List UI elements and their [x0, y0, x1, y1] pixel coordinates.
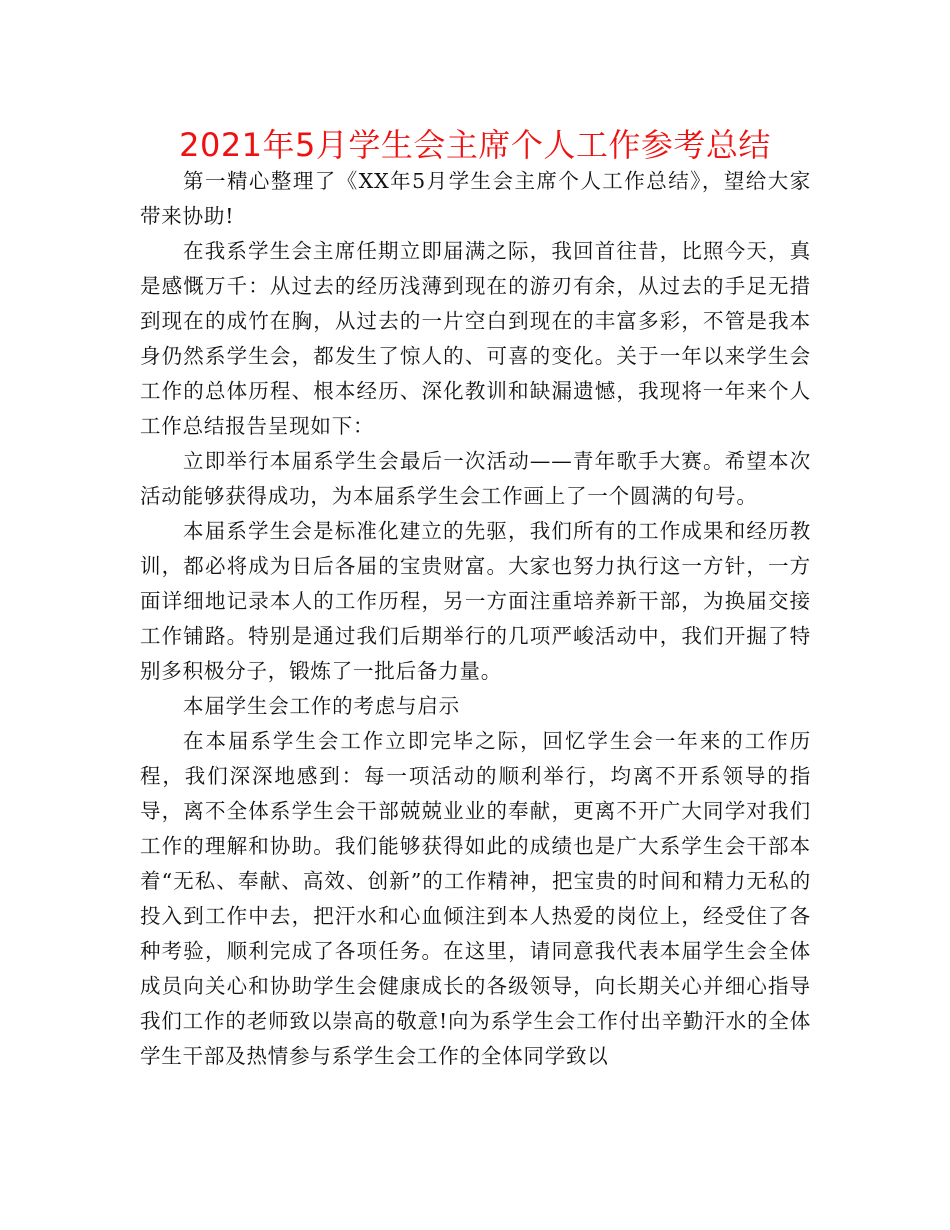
document-body: [140, 164, 811, 1074]
paragraph-intro: 第一精心整理了《XX年5月学生会主席个人工作总结》，望给大家带来协助!: [140, 169, 811, 228]
paragraph-overview: 在我系学生会主席任期立即届满之际，我回首往昔，比照今天，真是感慨万千：从过去的经历浅薄到现在的游刃有余，从过去的手足无措到现在的成竹在胸，从过去的一片空白到现在的丰富多彩，不管是我本身仍然系学生会，都发生了惊人的、可喜的变化。关于一年以来学生会工作的总体历程、根本经历、深化教训和缺漏遗憾，我现将一年来个人工作总结报告呈现如下：: [140, 239, 811, 438]
paragraph-standardization: 本届系学生会是标准化建立的先驱，我们所有的工作成果和经历教训，都必将成为日后各届的宝贵财富。大家也努力执行这一方针，一方面详细地记录本人的工作历程，另一方面注重培养新干部，为换届交接工作铺路。特别是通过我们后期举行的几项严峻活动中，我们开掘了特别多积极分子，锻炼了一批后备力量。: [140, 519, 811, 683]
paragraph-final-activity: 立即举行本届系学生会最后一次活动——青年歌手大赛。希望本次活动能够获得成功，为本届系学生会工作画上了一个圆满的句号。: [140, 449, 811, 508]
section-heading-reflections: 本届学生会工作的考虑与启示: [183, 694, 460, 718]
paragraph-reflections: 在本届系学生会工作立即完毕之际，回忆学生会一年来的工作历程，我们深深地感到：每一项活动的顺利举行，均离不开系领导的指导，离不全体系学生会干部兢兢业业的奉献，更离不开广大同学对我们工作的理解和协助。我们能够获得如此的成绩也是广大系学生会干部本着“无私、奉献、高效、创新”的工作精神，把宝贵的时间和精力无私的投入到工作中去，把汗水和心血倾注到本人热爱的岗位上，经受住了各种考验，顺利完成了各项任务。在这里，请同意我代表本届学生会全体成员向关心和协助学生会健康成长的各级领导，向长期关心并细心指导我们工作的老师致以崇高的敬意!向为系学生会工作付出辛勤汗水的全体学生干部及热情参与系学生会工作的全体同学致以: [140, 729, 811, 1068]
document-title: 2021年5月学生会主席个人工作参考总结: [179, 126, 771, 164]
